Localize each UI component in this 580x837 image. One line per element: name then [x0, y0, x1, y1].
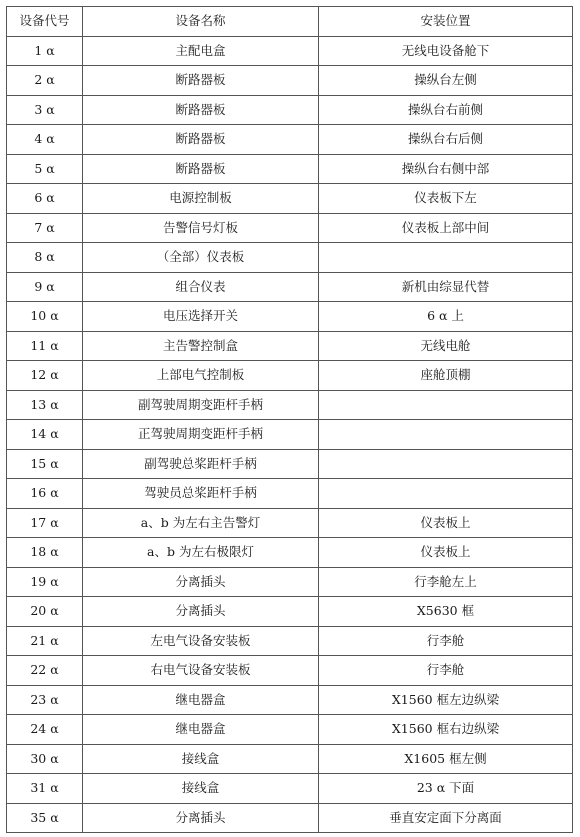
cell-name: a、b 为左右极限灯 [83, 538, 319, 568]
cell-location [319, 243, 573, 273]
cell-name: 正驾驶周期变距杆手柄 [83, 420, 319, 450]
cell-name: 组合仪表 [83, 272, 319, 302]
cell-code: 16 α [7, 479, 83, 509]
table-row [7, 302, 573, 332]
cell-name: 右电气设备安装板 [83, 656, 319, 686]
table-row [7, 184, 573, 214]
table-row [7, 361, 573, 391]
table-row [7, 626, 573, 656]
equipment-table [6, 6, 573, 833]
table-row [7, 66, 573, 96]
table-row [7, 597, 573, 627]
cell-location: X1560 框右边纵梁 [319, 715, 573, 745]
table-row [7, 567, 573, 597]
cell-location [319, 449, 573, 479]
cell-name: 副驾驶周期变距杆手柄 [83, 390, 319, 420]
cell-name: 上部电气控制板 [83, 361, 319, 391]
table-row [7, 449, 573, 479]
cell-code: 10 α [7, 302, 83, 332]
table-row [7, 420, 573, 450]
cell-location [319, 479, 573, 509]
cell-name: （全部）仪表板 [83, 243, 319, 273]
cell-location: 6 α 上 [319, 302, 573, 332]
table-row [7, 774, 573, 804]
cell-location: 行李舱 [319, 656, 573, 686]
cell-name: 主告警控制盒 [83, 331, 319, 361]
table-row [7, 656, 573, 686]
cell-location [319, 420, 573, 450]
cell-name: 继电器盒 [83, 685, 319, 715]
table-row [7, 390, 573, 420]
cell-code: 21 α [7, 626, 83, 656]
cell-location: 操纵台右后侧 [319, 125, 573, 155]
cell-code: 11 α [7, 331, 83, 361]
table-row [7, 36, 573, 66]
cell-location: 行李舱 [319, 626, 573, 656]
cell-code: 31 α [7, 774, 83, 804]
cell-code: 3 α [7, 95, 83, 125]
cell-location: 23 α 下面 [319, 774, 573, 804]
cell-code: 24 α [7, 715, 83, 745]
cell-code: 30 α [7, 744, 83, 774]
table-row [7, 479, 573, 509]
cell-name: 接线盒 [83, 744, 319, 774]
cell-location: 仪表板上 [319, 508, 573, 538]
table-row [7, 154, 573, 184]
cell-code: 17 α [7, 508, 83, 538]
cell-location [319, 390, 573, 420]
cell-location: 操纵台右前侧 [319, 95, 573, 125]
table-row [7, 125, 573, 155]
cell-code: 8 α [7, 243, 83, 273]
header-code: 设备代号 [7, 7, 83, 37]
cell-location: 座舱顶棚 [319, 361, 573, 391]
cell-location: 无线电设备舱下 [319, 36, 573, 66]
cell-name: 继电器盒 [83, 715, 319, 745]
cell-code: 4 α [7, 125, 83, 155]
header-location: 安装位置 [319, 7, 573, 37]
table-row [7, 744, 573, 774]
cell-name: 告警信号灯板 [83, 213, 319, 243]
cell-location: 仪表板上部中间 [319, 213, 573, 243]
cell-code: 6 α [7, 184, 83, 214]
table-row [7, 715, 573, 745]
cell-name: 左电气设备安装板 [83, 626, 319, 656]
table-row [7, 685, 573, 715]
cell-location: 无线电舱 [319, 331, 573, 361]
table-row [7, 272, 573, 302]
cell-location: X5630 框 [319, 597, 573, 627]
table-row [7, 213, 573, 243]
table-row [7, 508, 573, 538]
cell-code: 9 α [7, 272, 83, 302]
cell-code: 20 α [7, 597, 83, 627]
cell-code: 19 α [7, 567, 83, 597]
cell-code: 7 α [7, 213, 83, 243]
table-row [7, 803, 573, 833]
cell-code: 2 α [7, 66, 83, 96]
table-row [7, 95, 573, 125]
cell-code: 5 α [7, 154, 83, 184]
cell-location: 行李舱左上 [319, 567, 573, 597]
table-body [7, 36, 573, 833]
cell-name: 主配电盒 [83, 36, 319, 66]
cell-location: 操纵台右侧中部 [319, 154, 573, 184]
cell-code: 12 α [7, 361, 83, 391]
cell-code: 22 α [7, 656, 83, 686]
cell-name: 断路器板 [83, 125, 319, 155]
header-name: 设备名称 [83, 7, 319, 37]
cell-code: 13 α [7, 390, 83, 420]
cell-location: X1605 框左侧 [319, 744, 573, 774]
cell-location: 新机由综显代替 [319, 272, 573, 302]
cell-code: 18 α [7, 538, 83, 568]
cell-location: 仪表板下左 [319, 184, 573, 214]
cell-name: 驾驶员总桨距杆手柄 [83, 479, 319, 509]
cell-code: 35 α [7, 803, 83, 833]
cell-name: 分离插头 [83, 597, 319, 627]
table-row [7, 243, 573, 273]
cell-name: 断路器板 [83, 95, 319, 125]
cell-location: 操纵台左侧 [319, 66, 573, 96]
cell-name: 断路器板 [83, 154, 319, 184]
cell-name: 接线盒 [83, 774, 319, 804]
cell-code: 23 α [7, 685, 83, 715]
cell-code: 14 α [7, 420, 83, 450]
cell-name: 副驾驶总桨距杆手柄 [83, 449, 319, 479]
cell-location: 仪表板上 [319, 538, 573, 568]
cell-name: 分离插头 [83, 567, 319, 597]
cell-name: 断路器板 [83, 66, 319, 96]
cell-name: 电压选择开关 [83, 302, 319, 332]
cell-name: 电源控制板 [83, 184, 319, 214]
cell-code: 1 α [7, 36, 83, 66]
cell-code: 15 α [7, 449, 83, 479]
cell-location: X1560 框左边纵梁 [319, 685, 573, 715]
cell-name: 分离插头 [83, 803, 319, 833]
header-row [7, 7, 573, 37]
cell-location: 垂直安定面下分离面 [319, 803, 573, 833]
table-row [7, 538, 573, 568]
table-row [7, 331, 573, 361]
cell-name: a、b 为左右主告警灯 [83, 508, 319, 538]
